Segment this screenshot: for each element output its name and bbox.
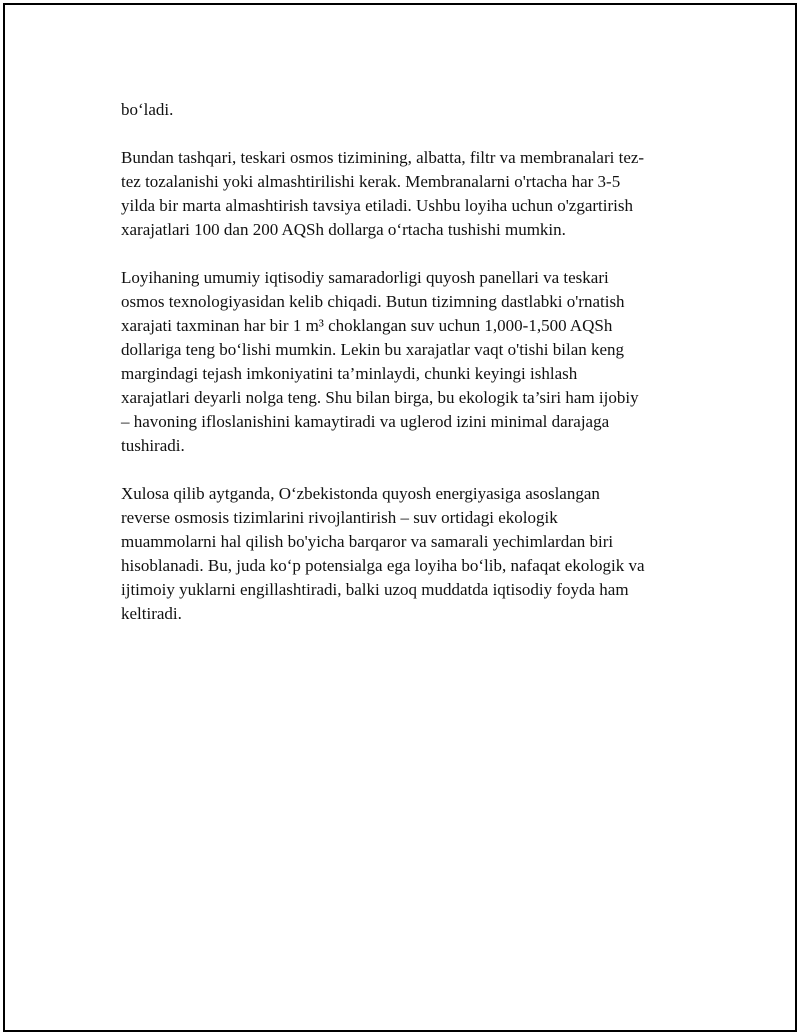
text-line: hisoblanadi. Bu, juda ko‘p potensialga ega loyiha bo‘lib, nafaqat ekologik va [121,556,645,575]
text-line: ijtimoiy yuklarni engillashtiradi, balki uzoq muddatda iqtisodiy foyda ham [121,580,629,599]
text-line: xarajatlari deyarli nolga teng. Shu bilan birga, bu ekologik ta’siri ham ijobiy [121,388,639,407]
text-line: muammolarni hal qilish bo'yicha barqaror va samarali yechimlardan biri [121,532,614,551]
text-line: keltiradi. [121,604,182,623]
paragraph-economic-efficiency [121,266,693,458]
text-line: Xulosa qilib aytganda, O‘zbekistonda quyosh energiyasiga asoslangan [121,484,600,503]
text-line: – havoning ifloslanishini kamaytiradi va uglerod izini minimal darajaga [121,412,610,431]
text-line: tushiradi. [121,436,185,455]
text-line: Loyihaning umumiy iqtisodiy samaradorligi quyosh panellari va teskari [121,268,609,287]
paragraph-continuation [121,98,693,122]
text-line: dollariga teng bo‘lishi mumkin. Lekin bu xarajatlar vaqt o'tishi bilan keng [121,340,625,359]
paragraph-membrane-maintenance [121,146,693,242]
text-line: tez tozalanishi yoki almashtirilishi kerak. Membranalarni o'rtacha har 3-5 [121,172,621,191]
text-line: xarajatlari 100 dan 200 AQSh dollarga o‘rtacha tushishi mumkin. [121,220,566,239]
text-line: osmos texnologiyasidan kelib chiqadi. Butun tizimning dastlabki o'rnatish [121,292,625,311]
paragraph-conclusion [121,482,693,626]
text-line: yilda bir marta almashtirish tavsiya etiladi. Ushbu loyiha uchun o'zgartirish [121,196,634,215]
document-page [3,3,797,1032]
document-body [121,98,693,650]
text-line: bo‘ladi. [121,100,174,119]
text-line: margindagi tejash imkoniyatini ta’minlaydi, chunki keyingi ishlash [121,364,578,383]
text-line: Bundan tashqari, teskari osmos tizimining, albatta, filtr va membranalari tez- [121,148,645,167]
text-line: reverse osmosis tizimlarini rivojlantirish – suv ortidagi ekologik [121,508,558,527]
text-line: xarajati taxminan har bir 1 m³ choklangan suv uchun 1,000-1,500 AQSh [121,316,613,335]
